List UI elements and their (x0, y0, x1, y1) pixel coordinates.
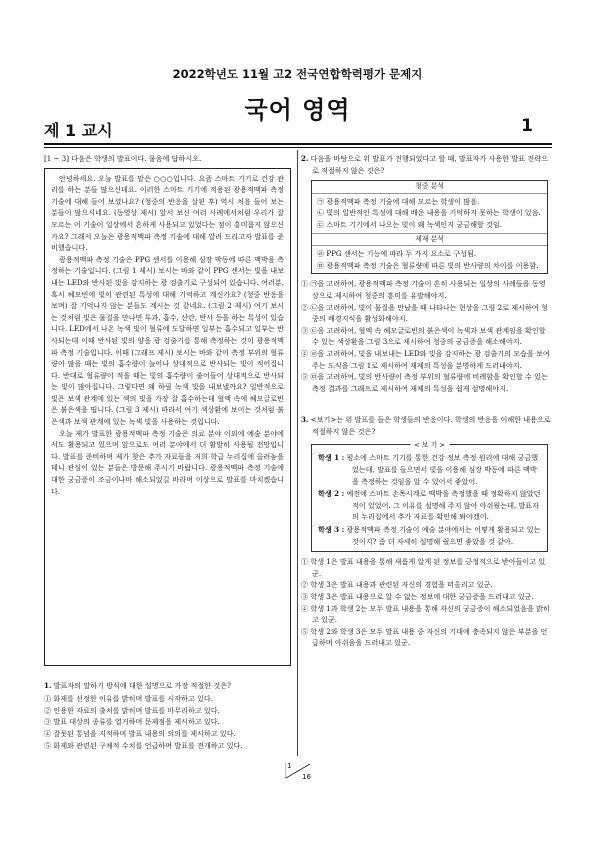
footer-page-total: 16 (302, 773, 311, 781)
period-label: 제 1 교시 (44, 121, 113, 140)
bogi-box (311, 441, 548, 552)
passage-paragraph: 오늘 제가 발표한 광용적맥파 측정 기술은 의료 분야 이외에 예술 분야에서도 활용되고 있으며 앞으로도 여러 분야에서 더 활발히 사용될 전망입니다. 발표를 준비하며 제가 찾은 추가 자료들을 저희 학급 누리집에 올려놓을 테니 관심이 있는 분들은 방문해 주시기 바랍니다. 광용적맥파 측정 기술에 대한 궁금증이 조금이나마 해소되었길 바라며 이상으로 발표를 마치겠습니다. (51, 428, 284, 496)
question-stem (301, 414, 552, 437)
header-rule-thick (44, 143, 552, 145)
analysis-item: ㉣ PPG 센서는 기능에 따라 두 가지 요소로 구성됨. (317, 249, 477, 259)
audience-analysis (312, 194, 547, 233)
question-text: <보기>는 위 발표를 들은 학생들의 반응이다. 학생의 반응을 이해한 내용으로 적절하지 않은 것은? (310, 415, 551, 436)
reaction-text: 예전에 스마트 손목시계로 맥박을 측정했을 때 정확하지 않았던 적이 있었어. 그 이유를 설명해 주지 않아 아쉬웠는데, 발표자의 누리집에서 추가 자료를 확인해 봐야겠어. (346, 489, 541, 522)
material-analysis-heading: 제재 분석 (312, 233, 547, 247)
reaction-text: 평소에 스마트 기기를 통한 건강 정보 측정 원리에 대해 궁금했었는데, 발표를 들으면서 빛을 이용해 심장 박동에 따른 맥박을 측정하는 것임을 알 수 있어서 좋았어. (346, 453, 539, 486)
column-divider (297, 150, 298, 756)
analysis-box (311, 180, 548, 274)
student-reaction (318, 488, 541, 523)
choice-item[interactable]: ① 화제를 선정한 이유를 밝히며 발표를 시작하고 있다. (44, 694, 214, 704)
reaction-text: 광용적맥파 측정 기술이 예술 분야에서는 어떻게 활용되고 있는 것이지? 좀 더 자세히 설명해 줬으면 좋았을 것 같아. (346, 525, 541, 546)
student-reaction (318, 452, 541, 487)
passage-intro: [1 ~ 3] 다음은 학생의 발표이다. 물음에 답하시오. (44, 154, 202, 163)
question-text: 발표자의 말하기 방식에 대한 설명으로 가장 적절한 것은? (53, 680, 231, 690)
student-label: 학생 1 : (318, 453, 345, 463)
footer-page-current: 1 (287, 762, 292, 770)
passage-paragraph: 광용적맥파 측정 기술은 PPG 센서를 이용해 심장 박동에 따른 맥박을 측정하는 기술입니다. (그림 1 제시) 보시는 바와 같이 PPG 센서는 빛을 내보내는 LED와 반사된 빛을 감지하는 광 검출기로 구성되어 있습니다. 여러분, 혹시 헤모빈에 빛이 관련된 특성에 대해 기억하고 계신가요? (청중 반응을 보며) 잘 기억나지 않는 분들도 계시는 것 같네요. (그림 2 제시) 여기 보시는 것처럼 빛은 물질을 만나면 투과, 흡수, 산란, 반사 등을 하는 특성이 있습니다. LED에서 나온 녹색 빛이 혈류에 도달하면 일부는 흡수되고 일부는 반사되는데 이때 반사된 빛의 양을 광 검출기를 통해 측정하는 것이 광용적맥파 측정 기술입니다. 이때 (그래프 제시) 보시는 바와 같이 측정 부위의 혈류량이 많을 때는 빛의 흡수량이 늘어나 상대적으로 반사되는 빛이 적어집니다. 반대로 혈류량이 적을 때는 빛의 흡수량이 줄어들어 상대적으로 반사되는 빛이 많아집니다. 그렇다면 왜 하필 녹색 빛을 내보낼까요? 일반적으로 빛은 보색 관계에 있는 색의 빛을 가장 잘 흡수하는데 혈액 속에 헤모글로빈은 붉은색을 띱니다. (그림 3 제시) 따라서 여기 색상환에 보이는 것처럼 붉은색과 보색 관계에 있는 녹색 빛을 사용하는 것입니다. (51, 254, 284, 427)
choice-item[interactable]: ⑤ ㉤을 고려하여, 빛의 반사량이 측정 부위의 혈류량에 비례함을 확인할 수 있는 측정 결과를 그래프로 제시하여 재제의 특성을 쉽게 설명해야지. (301, 372, 548, 393)
choice-item[interactable]: ② ㉡을 고려하여, 빛이 물질을 만났을 때 나타나는 현상을 그림 2로 제시하여 청중의 배경지식을 활성화해야지. (301, 302, 548, 324)
exam-title: 2022학년도 11월 고2 전국연합학력평가 문제지 (172, 67, 423, 81)
audience-analysis-heading: 청중 분석 (312, 181, 547, 194)
choice-item[interactable]: ① ㉠을 고려하여, 광용적맥파 측정 기술이 흔히 사용되는 일상의 사례들을 동영상으로 제시하여 청중의 흥미를 유발해야지. (301, 279, 546, 300)
choice-item[interactable]: ⑤ 화제와 관련된 구체적 수치를 언급하며 발표를 전개하고 있다. (44, 740, 243, 750)
choice-item[interactable]: ④ 잘못된 통념을 지적하며 발표 내용의 의의를 제시하고 있다. (44, 728, 236, 738)
right-column (301, 153, 552, 649)
choice-item[interactable]: ④ ㉣을 고려하여, 빛을 내보내는 LED와 빛을 감지하는 광 검출기의 모습을 보여 주는 도식을 그림 1로 제시하여 재제의 특성을 분명하게 드러내야지. (301, 348, 550, 370)
question-stem (44, 680, 291, 692)
question-number: 3. (301, 415, 309, 425)
choice-list (301, 278, 552, 394)
choice-item[interactable]: ③ ㉢을 고려하여, 혈액 속 헤모글로빈의 붉은색이 녹색과 보색 관계임을 확인할 수 있는 색상환을 그림 3으로 제시하여 청중의 궁금증을 해소해야지. (301, 325, 546, 347)
subject-title: 국어 영역 (244, 96, 351, 124)
passage-paragraph: 안녕하세요. 오늘 발표를 맡은 ○○○입니다. 요즘 스마트 기기로 건강 관리를 하는 분들 많으신데요. 이러한 스마트 기기에 적용된 광용적맥파 측정 기술에 대해 들어 보셨나요? (청중의 반응을 살핀 후) 역시 처음 들어 보는 분들이 많으시네요. (동영상 제시) 앞서 보신 여러 사례에서처럼 우리가 잘 모르는 이 기술이 일상에서 흔하게 사용되고 있었다는 점이 흥미롭지 않으신가요? 그래서 오늘은 광용적맥파 측정 기술에 대해 알려 드리고자 발표를 준비했습니다. (51, 173, 284, 253)
material-analysis (312, 246, 547, 273)
question-1 (44, 680, 291, 752)
student-reaction (318, 524, 541, 547)
left-column (44, 153, 291, 751)
analysis-item: ㉡ 빛의 일반적인 특성에 대해 배운 내용을 기억하지 못하는 학생이 있음. (317, 208, 541, 218)
question-3 (301, 414, 552, 649)
analysis-item: ㉠ 광용적맥파 측정 기술에 대해 모르는 학생이 많음. (317, 196, 480, 206)
choice-list (301, 556, 552, 649)
question-number: 2. (301, 154, 309, 163)
choice-item[interactable]: ② 학생 3은 발표 내용과 관련된 자신의 경험을 떠올리고 있군. (301, 580, 493, 590)
header-rule-thin (44, 147, 552, 148)
bogi-label: < 보 기 > (410, 440, 449, 452)
choice-item[interactable]: ① 학생 1은 발표 내용을 통해 새롭게 알게 된 정보를 긍정적으로 받아들이고 있군. (301, 557, 546, 578)
footer-page-indicator (285, 763, 311, 779)
student-label: 학생 2 : (318, 489, 345, 499)
choice-item[interactable]: ② 인용한 자료의 출처를 밝히며 발표를 마무리하고 있다. (44, 705, 220, 715)
choice-item[interactable]: ⑤ 학생 2와 학생 3은 모두 발표 내용 중 자신의 기대에 충족되지 않은 부분을 언급하며 아쉬움을 드러내고 있군. (301, 626, 548, 648)
speech-passage-box (44, 168, 291, 666)
choice-item[interactable]: ③ 발표 대상의 종류를 열거하며 문제점을 제시하고 있다. (44, 717, 220, 727)
choice-item[interactable]: ③ 학생 3은 발표 내용으로 알 수 없는 정보에 대한 궁금증을 드러내고 있군. (301, 592, 534, 601)
page-number: 1 (521, 116, 533, 136)
analysis-item: ㉤ 광용적맥파 측정 기술은 혈류량에 따른 빛의 반사량의 차이를 이용함. (317, 260, 539, 270)
choice-item[interactable]: ④ 학생 1과 학생 2는 모두 발표 내용을 통해 자신의 궁금증이 해소되었음을 밝히고 있군. (301, 603, 550, 625)
question-stem (301, 153, 552, 176)
question-text: 다음을 바탕으로 위 발표가 진행되었다고 할 때, 발표자가 사용한 발표 전략으로 적절하지 않은 것은? (310, 154, 548, 175)
question-number: 1. (44, 680, 52, 690)
question-2 (301, 153, 552, 394)
analysis-item: ㉢ 스마트 기기에서 나오는 빛이 왜 녹색인지 궁금해할 것임. (317, 219, 502, 229)
choice-list (44, 693, 291, 751)
student-label: 학생 3 : (318, 525, 345, 535)
